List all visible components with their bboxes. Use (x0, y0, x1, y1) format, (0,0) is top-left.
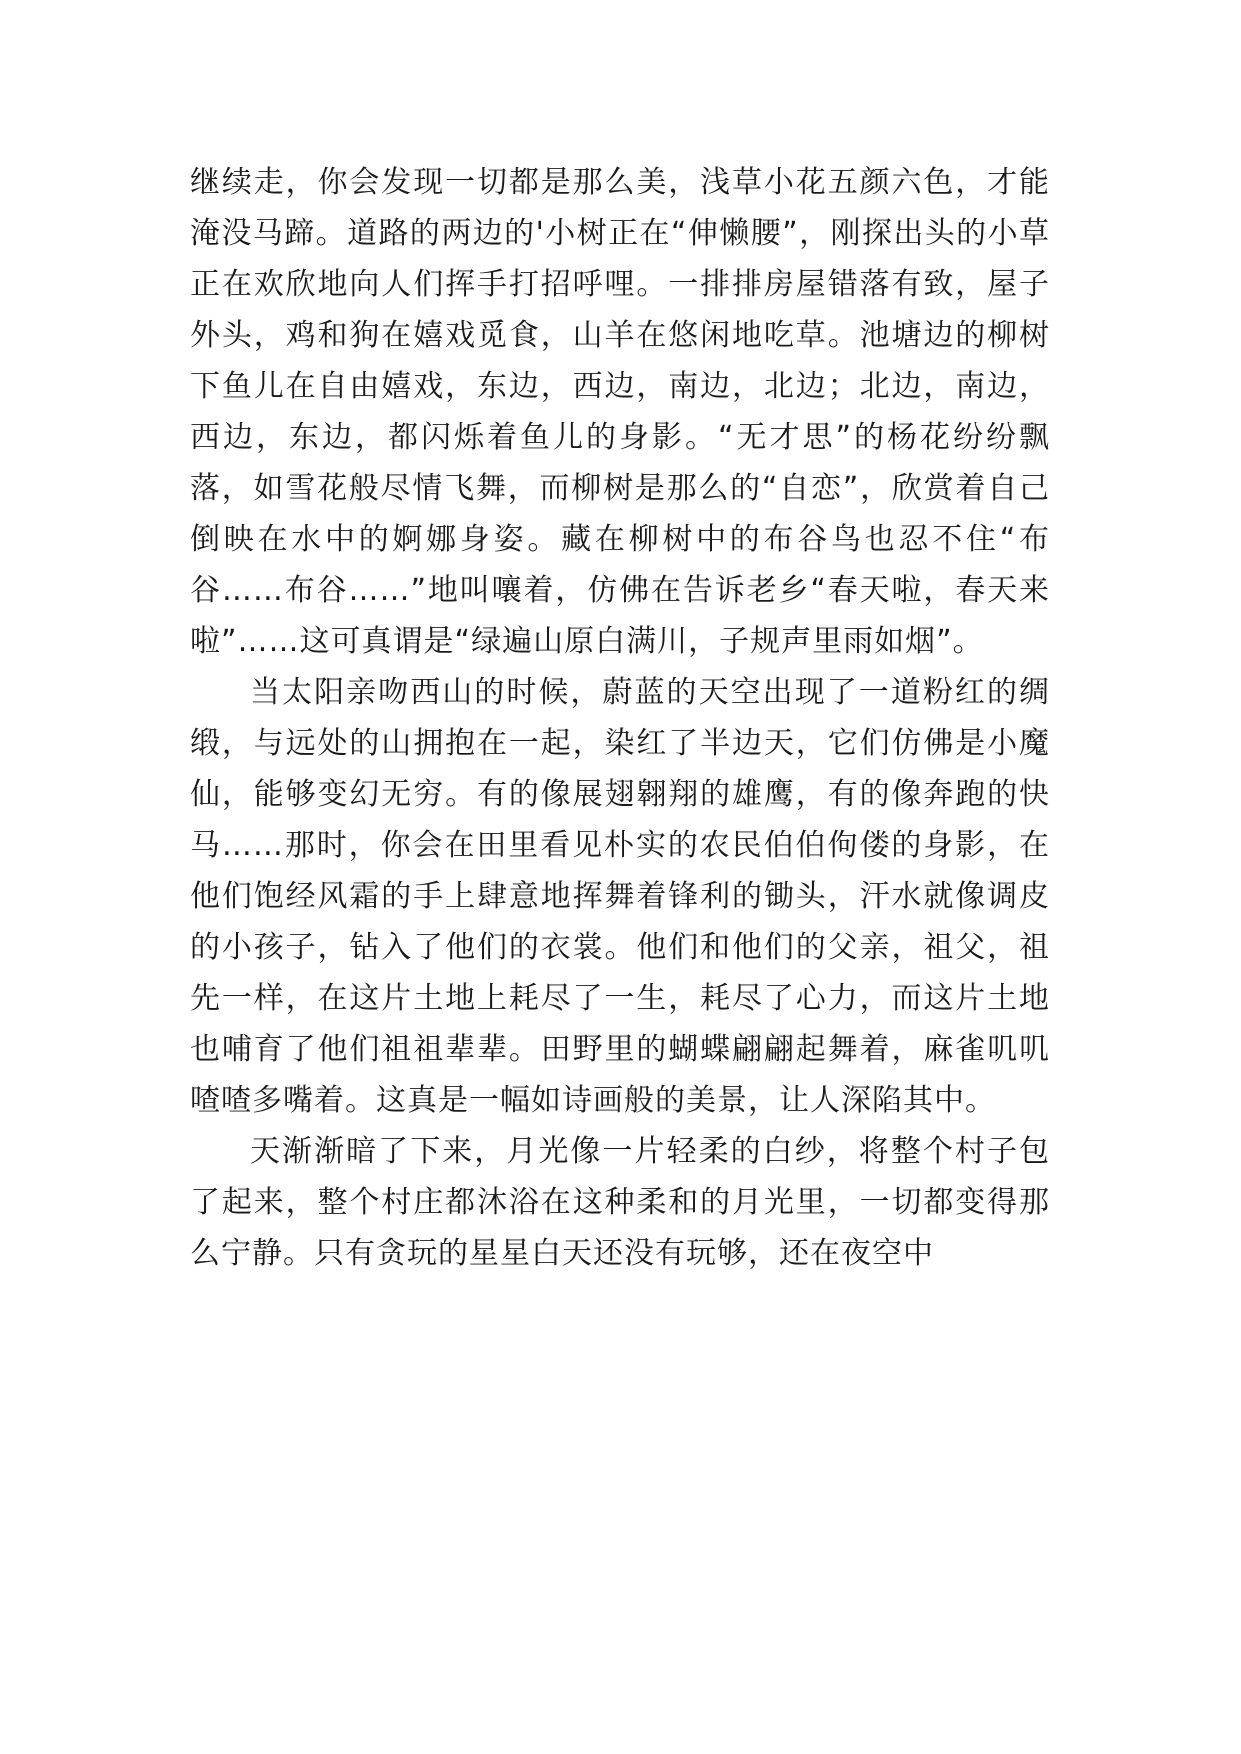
paragraph-sunset: 当太阳亲吻西山的时候，蔚蓝的天空出现了一道粉红的绸缎，与远处的山拥抱在一起，染红了半边天，它们仿佛是小魔仙，能够变幻无穷。有的像展翅翱翔的雄鹰，有的像奔跑的快马……那时，你会在田里看见朴实的农民伯伯佝偻的身影，在他们饱经风霜的手上肆意地挥舞着锋利的锄头，汗水就像调皮的小孩子，钻入了他们的衣裳。他们和他们的父亲，祖父，祖先一样，在这片土地上耗尽了一生，耗尽了心力，而这片土地也哺育了他们祖祖辈辈。田野里的蝴蝶翩翩起舞着，麻雀叽叽喳喳多嘴着。这真是一幅如诗画般的美景，让人深陷其中。 (190, 675, 1050, 1118)
paragraph-moonlight: 天渐渐暗了下来，月光像一片轻柔的白纱，将整个村子包了起来，整个村庄都沐浴在这种柔和的月光里，一切都变得那么宁静。只有贪玩的星星白天还没有玩够，还在夜空中 (190, 1134, 1050, 1271)
body-text (190, 157, 1050, 1279)
paragraph-continue-walking: 继续走，你会发现一切都是那么美，浅草小花五颜六色，才能淹没马蹄。道路的两边的'小树正在“伸懒腰”，刚探出头的小草正在欢欣地向人们挥手打招呼哩。一排排房屋错落有致，屋子外头，鸡和狗在嬉戏觅食，山羊在悠闲地吃草。池塘边的柳树下鱼儿在自由嬉戏，东边，西边，南边，北边；北边，南边，西边，东边，都闪烁着鱼儿的身影。“无才思”的杨花纷纷飘落，如雪花般尽情飞舞，而柳树是那么的“自恋”，欣赏着自己倒映在水中的婀娜身姿。藏在柳树中的布谷鸟也忍不住“布谷……布谷……”地叫嚷着，仿佛在告诉老乡“春天啦，春天来啦”……这可真谓是“绿遍山原白满川，子规声里雨如烟”。 (190, 165, 1050, 659)
